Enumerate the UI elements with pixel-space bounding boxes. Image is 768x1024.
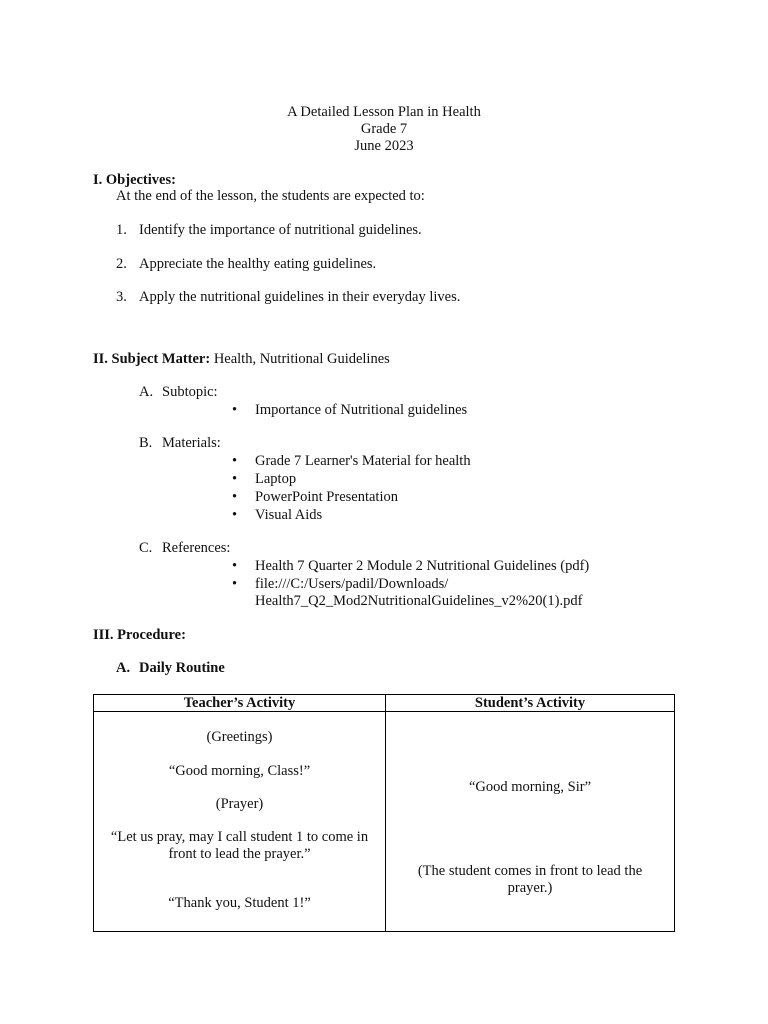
- table-header-row: [94, 695, 675, 712]
- reference-link-continued[interactable]: Health7_Q2_Mod2NutritionalGuidelines_v2%20(1).pdf: [255, 593, 583, 609]
- bullet-icon: •: [232, 489, 238, 505]
- document-title: A Detailed Lesson Plan in Health: [287, 104, 481, 120]
- materials-item: PowerPoint Presentation: [255, 489, 398, 505]
- references-letter: C.: [139, 540, 153, 556]
- objectives-intro: At the end of the lesson, the students are expected to:: [116, 188, 425, 204]
- materials-item: Visual Aids: [255, 507, 323, 523]
- references-label: References:: [162, 540, 231, 556]
- bullet-icon: •: [232, 507, 238, 523]
- objectives-heading: I. Objectives:: [93, 172, 176, 188]
- materials-item: Laptop: [255, 471, 297, 487]
- student-line: “Good morning, Sir”: [468, 779, 592, 795]
- procedure-heading: III. Procedure:: [93, 627, 186, 643]
- daily-routine-heading: Daily Routine: [139, 660, 225, 676]
- teacher-line: (Greetings): [206, 729, 273, 745]
- teacher-line: “Good morning, Class!”: [168, 763, 311, 779]
- materials-letter: B.: [139, 435, 153, 451]
- objective-text: Appreciate the healthy eating guidelines.: [139, 256, 377, 272]
- teacher-line: “Let us pray, may I call student 1 to come in front to lead the prayer.”: [110, 829, 369, 862]
- subtopic-label: Subtopic:: [162, 384, 218, 400]
- table-row: [94, 712, 675, 932]
- teacher-line: “Thank you, Student 1!”: [168, 895, 311, 911]
- objective-number: 2.: [116, 256, 127, 272]
- date-label: June 2023: [354, 138, 414, 154]
- daily-routine-table: [93, 694, 675, 932]
- student-activity-cell: [386, 712, 675, 932]
- grade-label: Grade 7: [360, 121, 408, 137]
- materials-item: Grade 7 Learner's Material for health: [255, 453, 471, 469]
- objective-number: 1.: [116, 222, 127, 238]
- objective-text: Identify the importance of nutritional guidelines.: [139, 222, 422, 238]
- objective-number: 3.: [116, 289, 127, 305]
- subtopic-letter: A.: [139, 384, 154, 400]
- student-line: (The student comes in front to lead the prayer.): [417, 863, 643, 896]
- bullet-icon: •: [232, 453, 238, 469]
- bullet-icon: •: [232, 558, 238, 574]
- teacher-activity-header: Teacher’s Activity: [94, 695, 386, 712]
- bullet-icon: •: [232, 576, 238, 592]
- teacher-line: (Prayer): [215, 796, 264, 812]
- subject-matter-value: Health, Nutritional Guidelines: [213, 351, 390, 367]
- student-activity-header: Student’s Activity: [386, 695, 675, 712]
- subtopic-item: Importance of Nutritional guidelines: [255, 402, 468, 418]
- reference-item: Health 7 Quarter 2 Module 2 Nutritional Guidelines (pdf): [255, 558, 590, 574]
- bullet-icon: •: [232, 402, 238, 418]
- reference-link[interactable]: file:///C:/Users/padil/Downloads/: [255, 576, 449, 592]
- subject-matter-heading: II. Subject Matter:: [93, 351, 211, 367]
- materials-label: Materials:: [162, 435, 221, 451]
- bullet-icon: •: [232, 471, 238, 487]
- teacher-activity-cell: [94, 712, 386, 932]
- daily-routine-letter: A.: [116, 660, 131, 676]
- subject-matter-line: [93, 351, 390, 368]
- objective-text: Apply the nutritional guidelines in their everyday lives.: [139, 289, 461, 305]
